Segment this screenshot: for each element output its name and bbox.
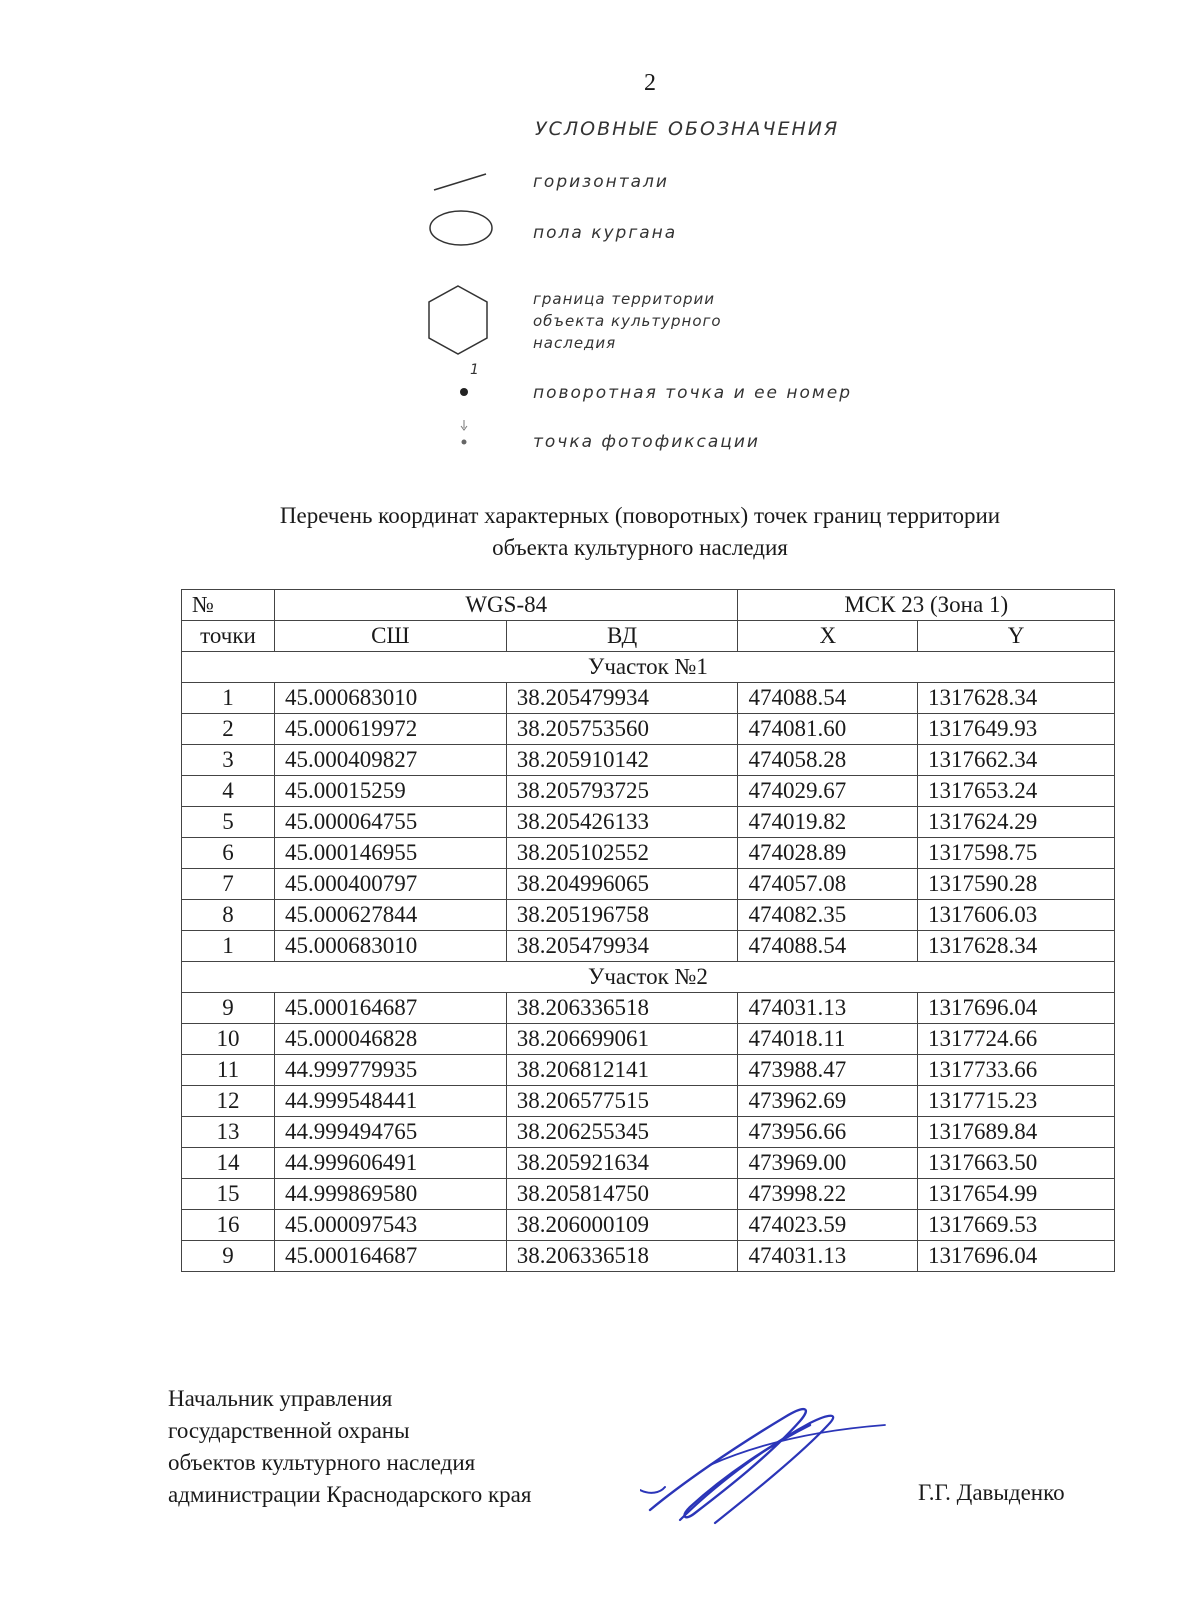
- table-row: [182, 1148, 1115, 1179]
- cell-point-number: 1: [182, 931, 275, 962]
- cell-x: 474057.08: [738, 869, 918, 900]
- header-longitude: ВД: [506, 621, 738, 652]
- signatory-name: Г.Г. Давыденко: [918, 1480, 1065, 1505]
- header-y: Y: [918, 621, 1115, 652]
- table-body: [182, 652, 1115, 1272]
- cell-x: 474029.67: [738, 776, 918, 807]
- contour-line-icon: [430, 170, 490, 194]
- cell-x: 474088.54: [738, 931, 918, 962]
- cell-point-number: 15: [182, 1179, 275, 1210]
- header-point: точки: [182, 621, 275, 652]
- cell-latitude: 45.000409827: [275, 745, 507, 776]
- cell-y: 1317724.66: [918, 1024, 1115, 1055]
- cell-latitude: 44.999606491: [275, 1148, 507, 1179]
- cell-point-number: 5: [182, 807, 275, 838]
- cell-point-number: 10: [182, 1024, 275, 1055]
- cell-y: 1317598.75: [918, 838, 1115, 869]
- cell-longitude: 38.206000109: [506, 1210, 738, 1241]
- cell-x: 474031.13: [738, 993, 918, 1024]
- cell-y: 1317654.99: [918, 1179, 1115, 1210]
- cell-latitude: 45.000683010: [275, 931, 507, 962]
- signatory-line: Начальник управления: [168, 1386, 393, 1411]
- cell-longitude: 38.206336518: [506, 993, 738, 1024]
- document-title-line: Перечень координат характерных (поворотных) точек границ территории: [279, 503, 1001, 528]
- section-title: Участок №1: [182, 652, 1115, 683]
- cell-latitude: 45.000400797: [275, 869, 507, 900]
- cell-y: 1317669.53: [918, 1210, 1115, 1241]
- cell-longitude: 38.206577515: [506, 1086, 738, 1117]
- cell-point-number: 13: [182, 1117, 275, 1148]
- table-row: [182, 807, 1115, 838]
- table-subheader-row: [182, 621, 1115, 652]
- cell-point-number: 4: [182, 776, 275, 807]
- cell-point-number: 2: [182, 714, 275, 745]
- cell-x: 474088.54: [738, 683, 918, 714]
- cell-longitude: 38.205753560: [506, 714, 738, 745]
- cell-x: 473962.69: [738, 1086, 918, 1117]
- header-x: X: [738, 621, 918, 652]
- legend-label-mound: пола кургана: [533, 223, 678, 243]
- cell-x: 473956.66: [738, 1117, 918, 1148]
- cell-longitude: 38.206699061: [506, 1024, 738, 1055]
- table-row: [182, 993, 1115, 1024]
- cell-longitude: 38.206255345: [506, 1117, 738, 1148]
- cell-latitude: 45.000146955: [275, 838, 507, 869]
- signatory-line: государственной охраны: [168, 1418, 410, 1443]
- cell-y: 1317653.24: [918, 776, 1115, 807]
- cell-point-number: 12: [182, 1086, 275, 1117]
- legend-label-boundary: [533, 288, 722, 354]
- document-title-line: объекта культурного наследия: [492, 535, 788, 560]
- cell-latitude: 45.000097543: [275, 1210, 507, 1241]
- cell-x: 474018.11: [738, 1024, 918, 1055]
- cell-longitude: 38.206812141: [506, 1055, 738, 1086]
- cell-y: 1317590.28: [918, 869, 1115, 900]
- cell-latitude: 45.000046828: [275, 1024, 507, 1055]
- cell-x: 474082.35: [738, 900, 918, 931]
- cell-point-number: 1: [182, 683, 275, 714]
- cell-point-number: 7: [182, 869, 275, 900]
- table-row: [182, 714, 1115, 745]
- cell-point-number: 8: [182, 900, 275, 931]
- table-row: [182, 1024, 1115, 1055]
- cell-y: 1317715.23: [918, 1086, 1115, 1117]
- cell-latitude: 44.999494765: [275, 1117, 507, 1148]
- cell-point-number: 3: [182, 745, 275, 776]
- cell-longitude: 38.204996065: [506, 869, 738, 900]
- page-number: 2: [644, 70, 656, 96]
- cell-latitude: 45.000164687: [275, 1241, 507, 1272]
- cell-y: 1317696.04: [918, 993, 1115, 1024]
- cell-y: 1317628.34: [918, 683, 1115, 714]
- cell-longitude: 38.205921634: [506, 1148, 738, 1179]
- cell-y: 1317624.29: [918, 807, 1115, 838]
- hexagon-icon: [423, 282, 493, 358]
- header-number: №: [182, 590, 275, 621]
- point-dot-icon: [458, 386, 470, 398]
- cell-longitude: 38.205479934: [506, 931, 738, 962]
- legend-label-photo-point: точка фотофиксации: [533, 432, 760, 452]
- legend-label-turn-point: поворотная точка и ее номер: [533, 383, 852, 403]
- cell-longitude: 38.205793725: [506, 776, 738, 807]
- cell-x: 473969.00: [738, 1148, 918, 1179]
- cell-longitude: 38.205814750: [506, 1179, 738, 1210]
- cell-latitude: 45.000627844: [275, 900, 507, 931]
- cell-x: 474028.89: [738, 838, 918, 869]
- signatory-line: администрации Краснодарского края: [168, 1482, 532, 1507]
- cell-latitude: 44.999869580: [275, 1179, 507, 1210]
- legend-title: УСЛОВНЫЕ ОБОЗНАЧЕНИЯ: [535, 118, 840, 140]
- table-row: [182, 1117, 1115, 1148]
- cell-y: 1317606.03: [918, 900, 1115, 931]
- table-row: [182, 931, 1115, 962]
- table-row: [182, 1086, 1115, 1117]
- cell-latitude: 45.000619972: [275, 714, 507, 745]
- cell-point-number: 14: [182, 1148, 275, 1179]
- legend-label-boundary-line: объекта культурного: [533, 312, 722, 330]
- cell-x: 474081.60: [738, 714, 918, 745]
- header-msk23: МСК 23 (Зона 1): [738, 590, 1115, 621]
- table-row: [182, 1210, 1115, 1241]
- cell-y: 1317733.66: [918, 1055, 1115, 1086]
- header-wgs84: WGS-84: [275, 590, 738, 621]
- signatory-position: [168, 1383, 531, 1511]
- cell-longitude: 38.205479934: [506, 683, 738, 714]
- cell-x: 474031.13: [738, 1241, 918, 1272]
- cell-longitude: 38.205196758: [506, 900, 738, 931]
- cell-x: 473998.22: [738, 1179, 918, 1210]
- cell-x: 473988.47: [738, 1055, 918, 1086]
- table-row: [182, 1241, 1115, 1272]
- cell-x: 474023.59: [738, 1210, 918, 1241]
- table-row: [182, 900, 1115, 931]
- table-row: [182, 683, 1115, 714]
- cell-point-number: 16: [182, 1210, 275, 1241]
- signatory-line: объектов культурного наследия: [168, 1450, 476, 1475]
- cell-latitude: 44.999779935: [275, 1055, 507, 1086]
- cell-latitude: 44.999548441: [275, 1086, 507, 1117]
- cell-y: 1317696.04: [918, 1241, 1115, 1272]
- cell-latitude: 45.000164687: [275, 993, 507, 1024]
- cell-y: 1317689.84: [918, 1117, 1115, 1148]
- section-title: Участок №2: [182, 962, 1115, 993]
- table-row: [182, 1179, 1115, 1210]
- table-row: [182, 776, 1115, 807]
- document-title: [180, 500, 1100, 564]
- table-header-row: [182, 590, 1115, 621]
- ellipse-icon: [426, 208, 496, 248]
- cell-x: 474058.28: [738, 745, 918, 776]
- coordinates-table: [181, 589, 1115, 1272]
- legend-label-boundary-line: граница территории: [533, 290, 716, 308]
- cell-y: 1317663.50: [918, 1148, 1115, 1179]
- cell-y: 1317662.34: [918, 745, 1115, 776]
- cell-point-number: 6: [182, 838, 275, 869]
- legend-label-boundary-line: наследия: [533, 334, 617, 352]
- cell-longitude: 38.205910142: [506, 745, 738, 776]
- cell-latitude: 45.000683010: [275, 683, 507, 714]
- cell-longitude: 38.206336518: [506, 1241, 738, 1272]
- header-latitude: СШ: [275, 621, 507, 652]
- cell-point-number: 9: [182, 1241, 275, 1272]
- cell-point-number: 11: [182, 1055, 275, 1086]
- legend-label-contours: горизонтали: [533, 172, 669, 192]
- cell-longitude: 38.205426133: [506, 807, 738, 838]
- cell-x: 474019.82: [738, 807, 918, 838]
- point-marker-number: 1: [470, 362, 479, 378]
- section-row: [182, 962, 1115, 993]
- table-row: [182, 1055, 1115, 1086]
- handwritten-signature: [640, 1395, 900, 1535]
- cell-latitude: 45.00015259: [275, 776, 507, 807]
- photo-point-icon: [458, 418, 470, 448]
- cell-longitude: 38.205102552: [506, 838, 738, 869]
- cell-point-number: 9: [182, 993, 275, 1024]
- table-row: [182, 869, 1115, 900]
- table-row: [182, 838, 1115, 869]
- section-row: [182, 652, 1115, 683]
- table-row: [182, 745, 1115, 776]
- cell-y: 1317628.34: [918, 931, 1115, 962]
- cell-y: 1317649.93: [918, 714, 1115, 745]
- cell-latitude: 45.000064755: [275, 807, 507, 838]
